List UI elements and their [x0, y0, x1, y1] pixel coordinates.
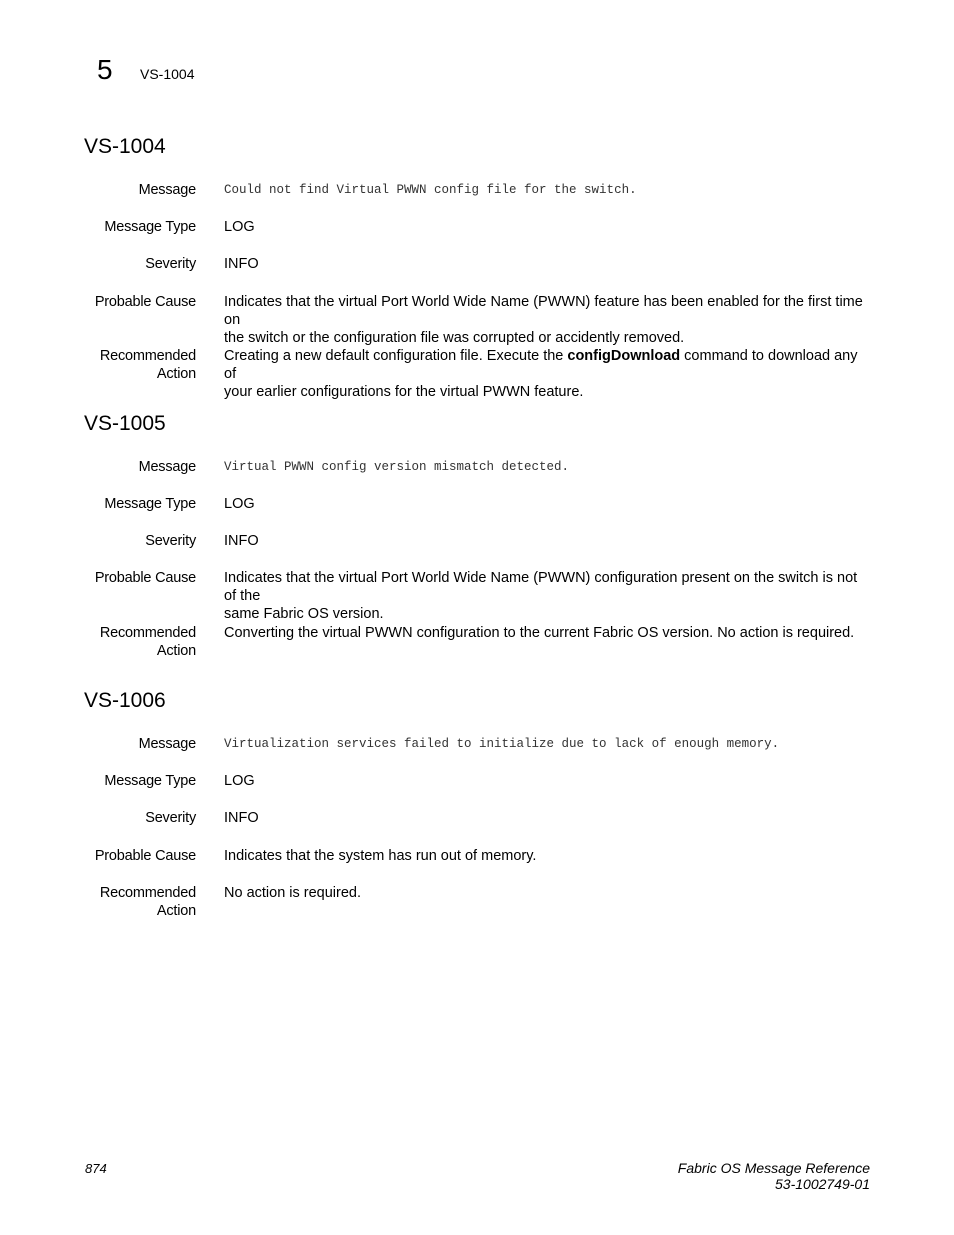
- field-label: Severity: [145, 533, 196, 549]
- field-label: Severity: [145, 256, 196, 272]
- text-line: Converting the virtual PWWN configuration to the current Fabric OS version. No action is required.: [224, 625, 855, 641]
- doc-number: 53-1002749-01: [775, 1176, 870, 1192]
- recommended-action-value: [224, 347, 870, 401]
- field-label: Message: [138, 182, 196, 198]
- recommended-action-value: [224, 884, 870, 902]
- field-label: Probable Cause: [94, 848, 196, 864]
- text-line: [224, 347, 870, 383]
- probable-cause-value: [224, 569, 870, 623]
- page-number: 874: [85, 1161, 107, 1176]
- label-line: Recommended: [99, 885, 196, 901]
- severity-value: INFO: [224, 256, 259, 272]
- doc-title: Fabric OS Message Reference: [677, 1160, 870, 1176]
- label-line: Action: [156, 903, 196, 919]
- field-label: [56, 624, 196, 660]
- field-label: Message Type: [104, 773, 196, 789]
- field-label: Message: [138, 736, 196, 752]
- label-line: Recommended: [99, 625, 196, 641]
- field-label: [56, 884, 196, 920]
- text-line: Indicates that the virtual Port World Wide Name (PWWN) feature has been enabled for the first time on: [224, 294, 863, 328]
- field-label: Message Type: [104, 219, 196, 235]
- message-text: Virtual PWWN config version mismatch detected.: [224, 460, 570, 474]
- command-name: configDownload: [567, 348, 681, 364]
- field-label: Probable Cause: [94, 570, 196, 586]
- text-line: Indicates that the system has run out of memory.: [224, 848, 537, 864]
- entry-title: VS-1004: [84, 135, 166, 158]
- recommended-action-value: [224, 624, 870, 642]
- text-run: Creating a new default configuration file. Execute the: [224, 348, 568, 364]
- probable-cause-value: [224, 293, 870, 347]
- text-line: Indicates that the virtual Port World Wide Name (PWWN) configuration present on the switch is not of the: [224, 570, 858, 604]
- field-label: Message: [138, 459, 196, 475]
- message-text: Could not find Virtual PWWN config file for the switch.: [224, 183, 637, 197]
- field-label: Probable Cause: [94, 294, 196, 310]
- message-type-value: LOG: [224, 496, 255, 512]
- message-type-value: LOG: [224, 219, 255, 235]
- label-line: Action: [156, 366, 196, 382]
- text-line: the switch or the configuration file was corrupted or accidently removed.: [224, 330, 685, 346]
- field-label: Message Type: [104, 496, 196, 512]
- label-line: Action: [156, 643, 196, 659]
- text-line: your earlier configurations for the virtual PWWN feature.: [224, 384, 584, 400]
- message-text: Virtualization services failed to initialize due to lack of enough memory.: [224, 737, 780, 751]
- severity-value: INFO: [224, 533, 259, 549]
- severity-value: INFO: [224, 810, 259, 826]
- footer-doc-info: [678, 1160, 870, 1192]
- field-label: Severity: [145, 810, 196, 826]
- text-run: command to download any of: [224, 348, 858, 382]
- text-line: same Fabric OS version.: [224, 606, 384, 622]
- probable-cause-value: [224, 847, 870, 865]
- message-type-value: LOG: [224, 773, 255, 789]
- text-line: No action is required.: [224, 885, 362, 901]
- chapter-number: 5: [97, 54, 113, 85]
- entry-title: VS-1006: [84, 689, 166, 712]
- running-head: VS-1004: [140, 66, 195, 82]
- field-label: [56, 347, 196, 383]
- label-line: Recommended: [99, 348, 196, 364]
- entry-title: VS-1005: [84, 412, 166, 435]
- page-header: [97, 55, 194, 85]
